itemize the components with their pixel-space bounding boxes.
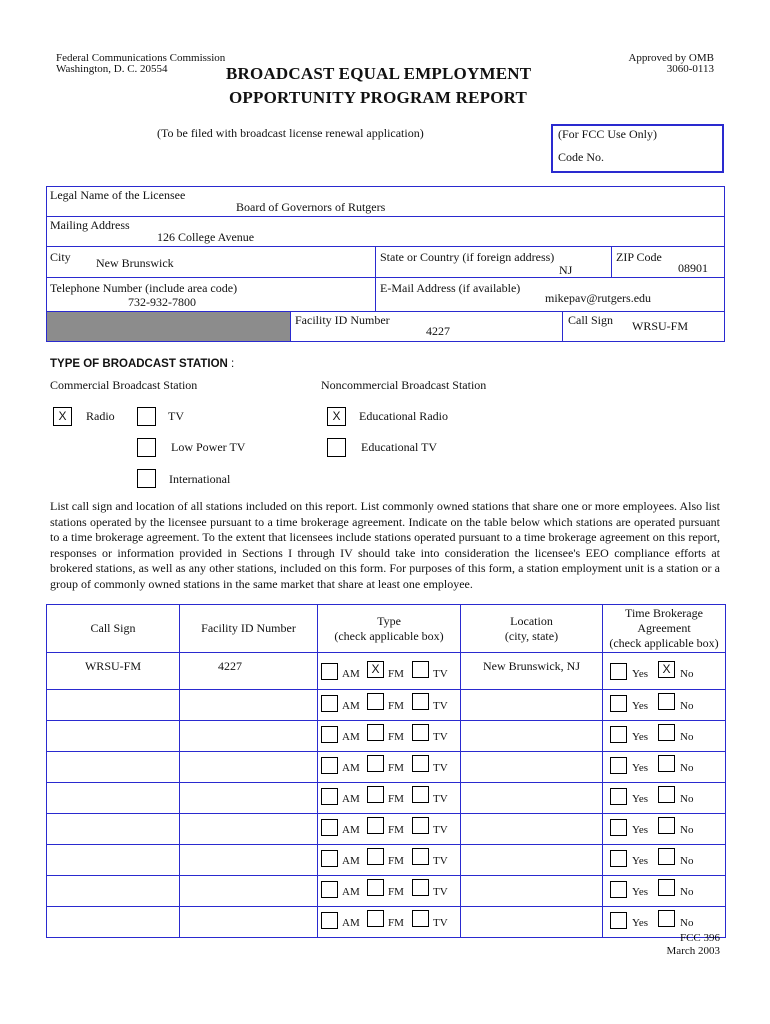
cell-location[interactable] bbox=[461, 814, 603, 845]
tv-checkbox[interactable] bbox=[412, 848, 429, 865]
header-tba-line3: (check applicable box) bbox=[609, 636, 719, 650]
tba-no-label: No bbox=[680, 731, 694, 743]
tba-yes-label: Yes bbox=[632, 824, 649, 836]
legal-name-value: Board of Governors of Rutgers bbox=[236, 200, 386, 214]
tba-yes-checkbox[interactable] bbox=[610, 850, 627, 867]
am-label: AM bbox=[342, 886, 360, 898]
tba-no-label: No bbox=[680, 793, 694, 805]
call-sign-value: WRSU-FM bbox=[632, 319, 689, 333]
cell-facility-id[interactable] bbox=[180, 845, 318, 876]
header-time-brokerage bbox=[603, 605, 726, 653]
city-value: New Brunswick bbox=[96, 256, 174, 270]
tba-no-checkbox[interactable] bbox=[658, 910, 675, 927]
zip-label: ZIP Code bbox=[616, 250, 662, 264]
educational-tv-checkbox[interactable] bbox=[327, 438, 346, 457]
email-value: mikepav@rutgers.edu bbox=[545, 291, 652, 305]
facility-id-label: Facility ID Number bbox=[295, 313, 390, 327]
tv-checkbox[interactable] bbox=[412, 910, 429, 927]
noncommercial-station-label: Noncommercial Broadcast Station bbox=[321, 378, 487, 392]
tba-no-label: No bbox=[680, 700, 694, 712]
cell-call-sign[interactable] bbox=[47, 752, 180, 783]
mailing-address-value: 126 College Avenue bbox=[157, 230, 255, 244]
tba-no-label: No bbox=[680, 762, 694, 774]
am-label: AM bbox=[342, 731, 360, 743]
am-checkbox[interactable] bbox=[321, 819, 338, 836]
fm-label: FM bbox=[388, 824, 404, 836]
zip-field[interactable] bbox=[611, 246, 725, 278]
state-label: State or Country (if foreign address) bbox=[380, 250, 555, 264]
cell-facility-id[interactable] bbox=[180, 752, 318, 783]
tba-no-checkbox[interactable] bbox=[658, 786, 675, 803]
tba-no-label: No bbox=[680, 668, 694, 680]
facility-id-field[interactable] bbox=[290, 311, 563, 342]
cell-type bbox=[318, 907, 461, 938]
tv-checkbox[interactable] bbox=[412, 693, 429, 710]
tv-label: TV bbox=[433, 762, 448, 774]
tba-no-label: No bbox=[680, 855, 694, 867]
agency-address: Washington, D. C. 20554 bbox=[56, 63, 168, 75]
filing-note: (To be filed with broadcast license renewal application) bbox=[157, 126, 424, 140]
am-checkbox[interactable] bbox=[321, 881, 338, 898]
cell-call-sign[interactable] bbox=[47, 814, 180, 845]
cell-type bbox=[318, 690, 461, 721]
tba-no-checkbox[interactable] bbox=[658, 755, 675, 772]
cell-facility-id[interactable] bbox=[180, 721, 318, 752]
station-type-heading bbox=[50, 358, 234, 370]
am-checkbox[interactable] bbox=[321, 788, 338, 805]
facility-id-value: 4227 bbox=[218, 659, 242, 673]
instructions-paragraph: List call sign and location of all stations included on this report. List commonly owned stations that share one or more employees. Also list stations operated by the licensee pursuant to a time brokerage agreement. Indicate on the table below which stations are operated pursuant to a time brokerage agreement. To the extent that licensees include stations operated pursuant to a time brokerage agreement on this report, responses or information provided in Sections I through IV should take into consideration the licensee's EEO compliance efforts at brokered stations, as well as any other stations, included on this form. For purposes of this form, a station employment unit is a station or a group of commonly owned stations in the same market that share at least one employee. bbox=[50, 499, 720, 591]
cell-time-brokerage bbox=[603, 690, 726, 721]
tba-no-checkbox[interactable] bbox=[658, 817, 675, 834]
cell-call-sign[interactable] bbox=[47, 876, 180, 907]
table-row bbox=[47, 690, 726, 721]
header-location-line2: (city, state) bbox=[504, 629, 559, 643]
tba-yes-checkbox[interactable] bbox=[610, 726, 627, 743]
tba-no-checkbox[interactable] bbox=[658, 724, 675, 741]
tv-checkbox[interactable] bbox=[137, 407, 156, 426]
tv-checkbox[interactable] bbox=[412, 879, 429, 896]
fm-label: FM bbox=[388, 731, 404, 743]
form-date: March 2003 bbox=[666, 945, 720, 957]
header-facility-id bbox=[180, 605, 318, 653]
city-field[interactable] bbox=[46, 246, 376, 278]
form-title-line2: OPPORTUNITY PROGRAM REPORT bbox=[229, 88, 528, 107]
station-type-heading-suffix: : bbox=[227, 358, 235, 370]
am-label: AM bbox=[342, 762, 360, 774]
fm-label: FM bbox=[388, 700, 404, 712]
header-type-line1: Type bbox=[377, 614, 401, 628]
station-type-heading-text: TYPE OF BROADCAST STATION bbox=[50, 358, 228, 370]
omb-number: 3060-0113 bbox=[666, 63, 714, 75]
cell-facility-id[interactable] bbox=[180, 907, 318, 938]
tba-no-checkbox[interactable] bbox=[658, 879, 675, 896]
tv-label: TV bbox=[433, 886, 448, 898]
tba-yes-label: Yes bbox=[632, 855, 649, 867]
tba-no-label: No bbox=[680, 917, 694, 929]
table-row bbox=[47, 783, 726, 814]
tv-label: TV bbox=[433, 700, 448, 712]
fm-checkbox[interactable] bbox=[367, 879, 384, 896]
table-row bbox=[47, 845, 726, 876]
am-checkbox[interactable] bbox=[321, 695, 338, 712]
call-sign-label: Call Sign bbox=[568, 313, 614, 327]
city-label: City bbox=[50, 250, 71, 264]
tv-label: TV bbox=[433, 793, 448, 805]
state-field[interactable] bbox=[375, 246, 612, 278]
table-header-row bbox=[47, 605, 726, 653]
email-label: E-Mail Address (if available) bbox=[380, 281, 521, 295]
table-row bbox=[47, 876, 726, 907]
cell-time-brokerage bbox=[603, 653, 726, 690]
cell-type bbox=[318, 783, 461, 814]
mailing-address-field[interactable] bbox=[46, 216, 725, 247]
fm-label: FM bbox=[388, 886, 404, 898]
header-call-sign-text: Call Sign bbox=[90, 621, 136, 635]
header-tba-line2: Agreement bbox=[637, 621, 691, 635]
tv-label: TV bbox=[433, 824, 448, 836]
cell-type bbox=[318, 653, 461, 690]
tv-label: TV bbox=[433, 917, 448, 929]
tba-no-checkbox[interactable] bbox=[658, 848, 675, 865]
fm-checkbox[interactable]: X bbox=[367, 661, 384, 678]
location-value: New Brunswick, NJ bbox=[483, 659, 580, 673]
tv-checkbox[interactable] bbox=[412, 661, 429, 678]
cell-call-sign[interactable] bbox=[47, 690, 180, 721]
fm-label: FM bbox=[388, 793, 404, 805]
tba-no-label: No bbox=[680, 824, 694, 836]
tba-yes-label: Yes bbox=[632, 668, 649, 680]
tba-yes-label: Yes bbox=[632, 731, 649, 743]
am-label: AM bbox=[342, 855, 360, 867]
am-checkbox[interactable] bbox=[321, 663, 338, 680]
fm-checkbox[interactable] bbox=[367, 724, 384, 741]
tba-yes-label: Yes bbox=[632, 793, 649, 805]
fm-checkbox[interactable] bbox=[367, 693, 384, 710]
am-label: AM bbox=[342, 793, 360, 805]
tv-checkbox[interactable] bbox=[412, 817, 429, 834]
stations-table bbox=[46, 604, 726, 938]
fm-label: FM bbox=[388, 855, 404, 867]
cell-type bbox=[318, 876, 461, 907]
cell-type bbox=[318, 845, 461, 876]
cell-facility-id[interactable] bbox=[180, 814, 318, 845]
radio-checkbox[interactable]: X bbox=[53, 407, 72, 426]
international-label: International bbox=[169, 472, 231, 486]
tba-yes-checkbox[interactable] bbox=[610, 663, 627, 680]
tv-label: TV bbox=[433, 731, 448, 743]
table-row bbox=[47, 907, 726, 938]
fm-checkbox[interactable] bbox=[367, 817, 384, 834]
cell-location[interactable] bbox=[461, 653, 603, 690]
am-checkbox[interactable] bbox=[321, 850, 338, 867]
cell-time-brokerage bbox=[603, 752, 726, 783]
mailing-address-label: Mailing Address bbox=[50, 218, 130, 232]
cell-time-brokerage bbox=[603, 845, 726, 876]
fm-checkbox[interactable] bbox=[367, 848, 384, 865]
am-checkbox[interactable] bbox=[321, 726, 338, 743]
facility-id-value: 4227 bbox=[426, 324, 450, 338]
cell-time-brokerage bbox=[603, 721, 726, 752]
fm-label: FM bbox=[388, 917, 404, 929]
header-call-sign bbox=[47, 605, 180, 653]
table-row bbox=[47, 814, 726, 845]
cell-facility-id[interactable] bbox=[180, 783, 318, 814]
tba-yes-checkbox[interactable] bbox=[610, 881, 627, 898]
cell-location[interactable] bbox=[461, 907, 603, 938]
fcc-use-only-box bbox=[551, 124, 724, 173]
am-label: AM bbox=[342, 668, 360, 680]
tba-no-checkbox[interactable]: X bbox=[658, 661, 675, 678]
tba-yes-label: Yes bbox=[632, 700, 649, 712]
telephone-label: Telephone Number (include area code) bbox=[50, 281, 238, 295]
tba-yes-checkbox[interactable] bbox=[610, 912, 627, 929]
tba-no-checkbox[interactable] bbox=[658, 693, 675, 710]
radio-label: Radio bbox=[86, 409, 115, 423]
header-location-line1: Location bbox=[510, 614, 553, 628]
call-sign-value: WRSU-FM bbox=[84, 659, 141, 673]
low-power-tv-label: Low Power TV bbox=[171, 440, 246, 454]
cell-call-sign[interactable] bbox=[47, 907, 180, 938]
cell-location[interactable] bbox=[461, 690, 603, 721]
email-field[interactable] bbox=[375, 277, 725, 312]
tba-yes-checkbox[interactable] bbox=[610, 695, 627, 712]
telephone-value: 732-932-7800 bbox=[128, 295, 196, 309]
table-row bbox=[47, 752, 726, 783]
cell-location[interactable] bbox=[461, 783, 603, 814]
cell-type bbox=[318, 721, 461, 752]
table-row bbox=[47, 721, 726, 752]
agency-name: Federal Communications Commission bbox=[56, 52, 226, 64]
fm-checkbox[interactable] bbox=[367, 910, 384, 927]
cell-call-sign[interactable] bbox=[47, 783, 180, 814]
telephone-field[interactable] bbox=[46, 277, 376, 312]
am-label: AM bbox=[342, 824, 360, 836]
form-title-line1: BROADCAST EQUAL EMPLOYMENT bbox=[226, 64, 532, 83]
cell-time-brokerage bbox=[603, 783, 726, 814]
low-power-tv-checkbox[interactable] bbox=[137, 438, 156, 457]
cell-type bbox=[318, 814, 461, 845]
tv-label: TV bbox=[433, 855, 448, 867]
form-number: FCC 396 bbox=[679, 932, 720, 944]
state-value: NJ bbox=[559, 263, 573, 277]
cell-time-brokerage bbox=[603, 876, 726, 907]
cell-call-sign[interactable] bbox=[47, 653, 180, 690]
cell-location[interactable] bbox=[461, 845, 603, 876]
tba-yes-checkbox[interactable] bbox=[610, 757, 627, 774]
call-sign-field[interactable] bbox=[562, 311, 725, 342]
fm-label: FM bbox=[388, 668, 404, 680]
header-facility-id-text: Facility ID Number bbox=[201, 621, 296, 635]
tv-checkbox[interactable] bbox=[412, 724, 429, 741]
tv-label: TV bbox=[168, 409, 184, 423]
fm-checkbox[interactable] bbox=[367, 786, 384, 803]
cell-location[interactable] bbox=[461, 752, 603, 783]
am-checkbox[interactable] bbox=[321, 912, 338, 929]
am-label: AM bbox=[342, 700, 360, 712]
table-row bbox=[47, 653, 726, 690]
tba-yes-checkbox[interactable] bbox=[610, 819, 627, 836]
tba-yes-checkbox[interactable] bbox=[610, 788, 627, 805]
header-location bbox=[461, 605, 603, 653]
header-type bbox=[318, 605, 461, 653]
international-checkbox[interactable] bbox=[137, 469, 156, 488]
tba-yes-label: Yes bbox=[632, 886, 649, 898]
fcc-use-only-label: (For FCC Use Only) bbox=[558, 127, 658, 141]
educational-radio-checkbox[interactable]: X bbox=[327, 407, 346, 426]
tba-no-label: No bbox=[680, 886, 694, 898]
legal-name-label: Legal Name of the Licensee bbox=[50, 188, 186, 202]
tv-checkbox[interactable] bbox=[412, 755, 429, 772]
shaded-cell bbox=[46, 311, 291, 342]
cell-facility-id[interactable] bbox=[180, 690, 318, 721]
code-no-label: Code No. bbox=[558, 150, 604, 164]
cell-type bbox=[318, 752, 461, 783]
omb-approval: Approved by OMB bbox=[628, 52, 714, 64]
cell-location[interactable] bbox=[461, 876, 603, 907]
cell-call-sign[interactable] bbox=[47, 721, 180, 752]
tv-label: TV bbox=[433, 668, 448, 680]
cell-facility-id[interactable] bbox=[180, 653, 318, 690]
fm-label: FM bbox=[388, 762, 404, 774]
am-label: AM bbox=[342, 917, 360, 929]
educational-radio-label: Educational Radio bbox=[359, 409, 448, 423]
cell-facility-id[interactable] bbox=[180, 876, 318, 907]
zip-value: 08901 bbox=[678, 261, 708, 275]
educational-tv-label: Educational TV bbox=[361, 440, 438, 454]
cell-call-sign[interactable] bbox=[47, 845, 180, 876]
header-tba-line1: Time Brokerage bbox=[625, 606, 703, 620]
tba-yes-label: Yes bbox=[632, 762, 649, 774]
tv-checkbox[interactable] bbox=[412, 786, 429, 803]
cell-time-brokerage bbox=[603, 814, 726, 845]
fm-checkbox[interactable] bbox=[367, 755, 384, 772]
commercial-station-label: Commercial Broadcast Station bbox=[50, 378, 198, 392]
header-type-line2: (check applicable box) bbox=[334, 629, 444, 643]
tba-yes-label: Yes bbox=[632, 917, 649, 929]
am-checkbox[interactable] bbox=[321, 757, 338, 774]
legal-name-field[interactable] bbox=[46, 186, 725, 217]
cell-location[interactable] bbox=[461, 721, 603, 752]
